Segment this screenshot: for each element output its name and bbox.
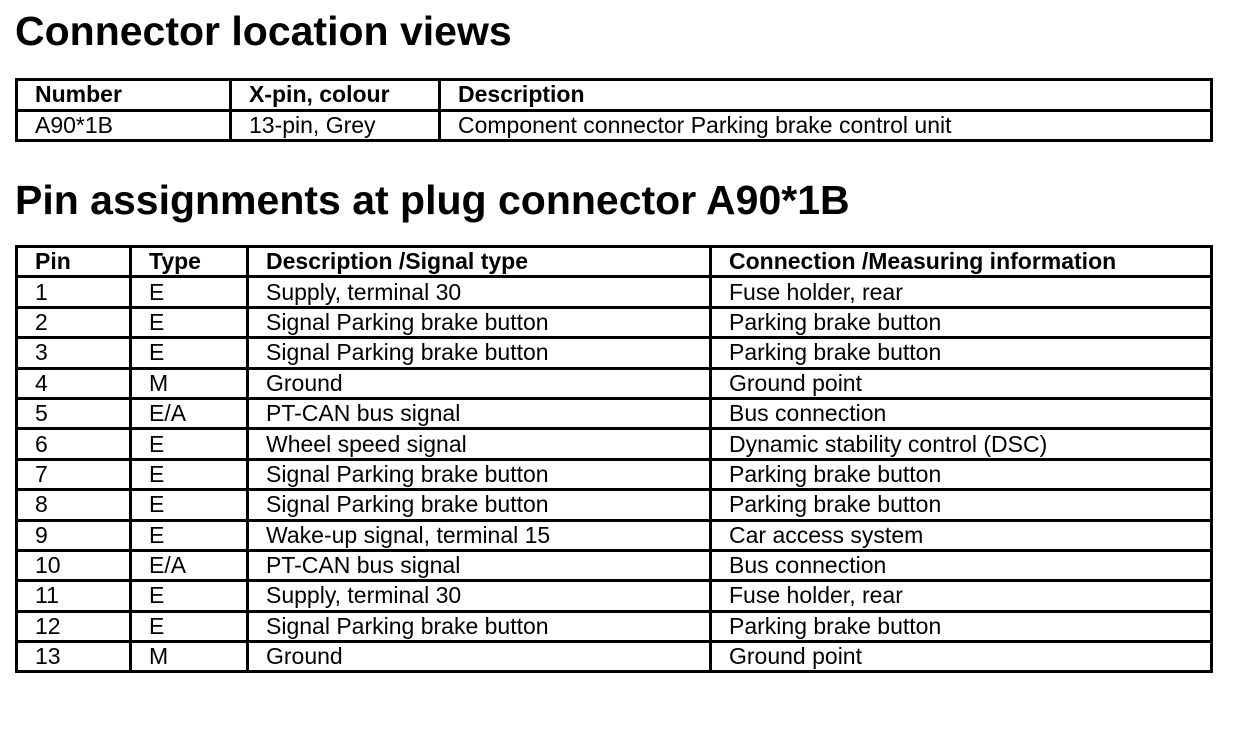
pin-number-cell: 1 — [17, 277, 131, 307]
table-row — [17, 429, 1212, 459]
pin-description-cell: Supply, terminal 30 — [248, 581, 711, 611]
header-connection-info: Connection /Measuring information — [711, 247, 1212, 277]
pin-connection-cell: Parking brake button — [711, 459, 1212, 489]
table-row — [17, 338, 1212, 368]
pin-connection-cell: Fuse holder, rear — [711, 581, 1212, 611]
pin-connection-cell: Ground point — [711, 642, 1212, 672]
pin-connection-cell: Parking brake button — [711, 490, 1212, 520]
pin-number-cell: 12 — [17, 611, 131, 641]
table-row — [17, 110, 1212, 141]
header-type: Type — [131, 247, 248, 277]
header-number: Number — [17, 80, 231, 111]
table-row — [17, 520, 1212, 550]
pin-description-cell: Signal Parking brake button — [248, 307, 711, 337]
pin-connection-cell: Fuse holder, rear — [711, 277, 1212, 307]
table-row — [17, 398, 1212, 428]
pin-type-cell: E — [131, 520, 248, 550]
table-row — [17, 642, 1212, 672]
pin-number-cell: 9 — [17, 520, 131, 550]
table-row — [17, 459, 1212, 489]
pin-type-cell: E — [131, 429, 248, 459]
header-description: Description — [440, 80, 1212, 111]
pin-type-cell: E — [131, 277, 248, 307]
pin-description-cell: Signal Parking brake button — [248, 338, 711, 368]
pin-number-cell: 4 — [17, 368, 131, 398]
table-row — [17, 581, 1212, 611]
pin-connection-cell: Car access system — [711, 520, 1212, 550]
pin-description-cell: PT-CAN bus signal — [248, 550, 711, 580]
pin-type-cell: E — [131, 338, 248, 368]
pin-assignments-title: Pin assignments at plug connector A90*1B — [15, 177, 850, 223]
pin-type-cell: E — [131, 581, 248, 611]
pin-assignments-table — [15, 245, 1213, 673]
pin-number-cell: 7 — [17, 459, 131, 489]
pin-description-cell: Signal Parking brake button — [248, 459, 711, 489]
pin-number-cell: 5 — [17, 398, 131, 428]
pin-description-cell: Ground — [248, 368, 711, 398]
pin-description-cell: Signal Parking brake button — [248, 490, 711, 520]
pin-description-cell: Signal Parking brake button — [248, 611, 711, 641]
table-row — [17, 550, 1212, 580]
pin-type-cell: E/A — [131, 398, 248, 428]
pin-number-cell: 13 — [17, 642, 131, 672]
pin-connection-cell: Parking brake button — [711, 307, 1212, 337]
pin-connection-cell: Dynamic stability control (DSC) — [711, 429, 1212, 459]
pin-number-cell: 6 — [17, 429, 131, 459]
table-row — [17, 277, 1212, 307]
connector-description-cell: Component connector Parking brake control unit — [440, 110, 1212, 141]
connector-table — [15, 78, 1213, 142]
connector-number-cell: A90*1B — [17, 110, 231, 141]
pin-description-cell: Wheel speed signal — [248, 429, 711, 459]
header-pin: Pin — [17, 247, 131, 277]
pin-type-cell: E — [131, 490, 248, 520]
pin-type-cell: E — [131, 459, 248, 489]
table-row — [17, 307, 1212, 337]
pin-number-cell: 8 — [17, 490, 131, 520]
connector-location-title: Connector location views — [15, 8, 512, 54]
connector-table-header-row — [17, 80, 1212, 111]
pin-connection-cell: Ground point — [711, 368, 1212, 398]
pin-number-cell: 2 — [17, 307, 131, 337]
pin-connection-cell: Bus connection — [711, 550, 1212, 580]
pin-connection-cell: Bus connection — [711, 398, 1212, 428]
pin-type-cell: M — [131, 368, 248, 398]
header-signal-description: Description /Signal type — [248, 247, 711, 277]
table-row — [17, 611, 1212, 641]
pin-type-cell: M — [131, 642, 248, 672]
pin-number-cell: 3 — [17, 338, 131, 368]
pin-number-cell: 10 — [17, 550, 131, 580]
pin-connection-cell: Parking brake button — [711, 338, 1212, 368]
pin-type-cell: E — [131, 611, 248, 641]
pin-description-cell: Ground — [248, 642, 711, 672]
pin-description-cell: Wake-up signal, terminal 15 — [248, 520, 711, 550]
pin-description-cell: Supply, terminal 30 — [248, 277, 711, 307]
pin-type-cell: E — [131, 307, 248, 337]
table-row — [17, 490, 1212, 520]
pin-connection-cell: Parking brake button — [711, 611, 1212, 641]
pin-description-cell: PT-CAN bus signal — [248, 398, 711, 428]
pin-number-cell: 11 — [17, 581, 131, 611]
header-x-pin-colour: X-pin, colour — [231, 80, 440, 111]
connector-pin-colour-cell: 13-pin, Grey — [231, 110, 440, 141]
table-row — [17, 368, 1212, 398]
pin-type-cell: E/A — [131, 550, 248, 580]
pin-table-header-row — [17, 247, 1212, 277]
